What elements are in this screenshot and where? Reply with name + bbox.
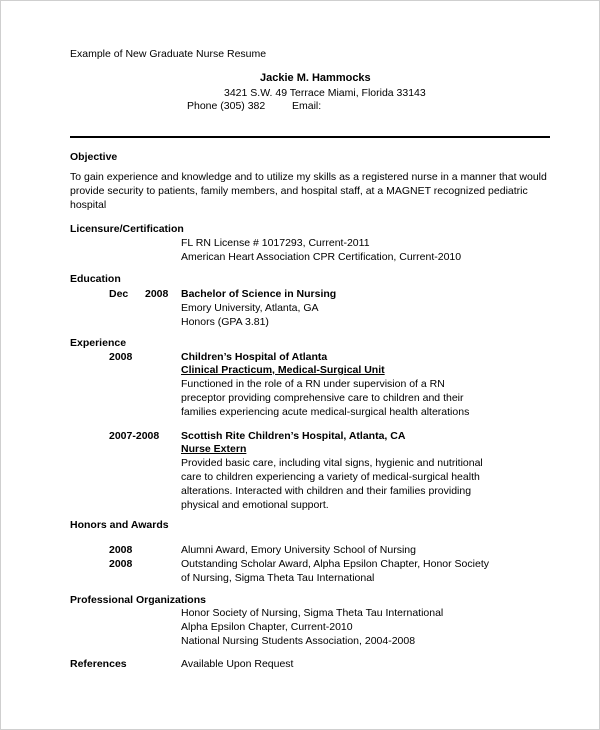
experience-employer: Scottish Rite Children’s Hospital, Atlanta, CA [181, 430, 406, 442]
experience-date: 2008 [109, 351, 133, 363]
applicant-address: 3421 S.W. 49 Terrace Miami, Florida 33143 [224, 87, 426, 99]
education-honors: Honors (GPA 3.81) [181, 316, 269, 328]
experience-line: care to children experiencing a variety of medical-surgical health [181, 471, 480, 483]
education-month: Dec [109, 288, 129, 300]
objective-line: To gain experience and knowledge and to utilize my skills as a registered nurse in a manner that would [70, 171, 547, 183]
applicant-phone: Phone (305) 382 [187, 100, 266, 112]
honor-line: of Nursing, Sigma Theta Tau International [181, 572, 375, 584]
document-caption: Example of New Graduate Nurse Resume [70, 48, 267, 60]
references-text: Available Upon Request [181, 658, 294, 670]
licensure-item: FL RN License # 1017293, Current-2011 [181, 237, 370, 249]
education-school: Emory University, Atlanta, GA [181, 302, 319, 314]
honors-heading: Honors and Awards [70, 519, 169, 531]
education-degree: Bachelor of Science in Nursing [181, 288, 337, 300]
experience-role: Nurse Extern [181, 443, 247, 455]
organization-item: Alpha Epsilon Chapter, Current-2010 [181, 621, 353, 633]
experience-date: 2007-2008 [109, 430, 160, 442]
organizations-heading: Professional Organizations [70, 594, 206, 606]
experience-employer: Children’s Hospital of Atlanta [181, 351, 328, 363]
honor-line: Outstanding Scholar Award, Alpha Epsilon Chapter, Honor Society [181, 558, 489, 570]
objective-line: provide security to patients, family members, and hospital staff, at a MAGNET recognized pediatric [70, 185, 528, 197]
honor-year: 2008 [109, 544, 133, 556]
honor-line: Alumni Award, Emory University School of Nursing [181, 544, 416, 556]
education-year: 2008 [145, 288, 169, 300]
experience-line: families experiencing acute medical-surgical health alterations [181, 406, 470, 418]
organization-item: National Nursing Students Association, 2004-2008 [181, 635, 416, 647]
header-divider [70, 136, 550, 138]
experience-heading: Experience [70, 337, 127, 349]
licensure-item: American Heart Association CPR Certification, Current-2010 [181, 251, 462, 263]
honor-year: 2008 [109, 558, 133, 570]
education-heading: Education [70, 273, 121, 285]
objective-line: hospital [70, 199, 107, 211]
experience-role: Clinical Practicum, Medical-Surgical Unit [181, 364, 385, 376]
experience-line: Provided basic care, including vital signs, hygienic and nutritional [181, 457, 483, 469]
experience-line: Functioned in the role of a RN under supervision of a RN [181, 378, 445, 390]
experience-line: alterations. Interacted with children and their families providing [181, 485, 472, 497]
experience-line: physical and emotional support. [181, 499, 329, 511]
applicant-name: Jackie M. Hammocks [260, 72, 371, 84]
applicant-email-label: Email: [292, 100, 322, 112]
licensure-heading: Licensure/Certification [70, 223, 184, 235]
objective-heading: Objective [70, 151, 118, 163]
references-heading: References [70, 658, 127, 670]
organization-item: Honor Society of Nursing, Sigma Theta Tau International [181, 607, 444, 619]
experience-line: preceptor providing comprehensive care to children and their [181, 392, 464, 404]
